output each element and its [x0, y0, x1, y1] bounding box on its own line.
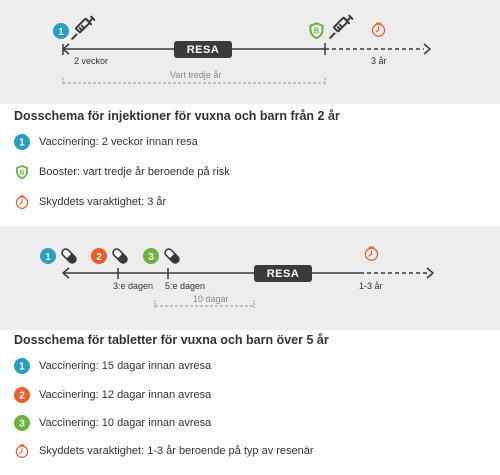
pill-icon	[61, 248, 78, 265]
pill-icon	[112, 248, 129, 265]
legend-text: Vaccinering: 2 veckor innan resa	[39, 136, 198, 148]
number-badge-2-icon	[14, 387, 30, 403]
resa-marker: RESA	[174, 41, 232, 58]
legend-text: Vaccinering: 15 dagar innan avresa	[39, 360, 212, 372]
pill-icon	[164, 248, 181, 265]
legend-text: Skyddets varaktighet: 1-3 år beroende på typ av resenär	[39, 445, 314, 457]
legend-text: Vaccinering: 12 dagar innan avresa	[39, 389, 212, 401]
clock-icon	[365, 247, 377, 260]
number-badge-1-icon	[14, 358, 30, 374]
label-day3: 3:e dagen	[113, 281, 154, 291]
legend-item	[14, 442, 314, 460]
tablet-schedule-heading: Dosschema för tabletter för vuxna och barn över 5 år	[14, 333, 329, 347]
svg-text:3: 3	[19, 418, 25, 430]
label-1-3-years: 1-3 år	[359, 281, 383, 291]
legend-item	[14, 386, 211, 404]
legend-text: Booster: vart tredje år beroende på risk	[39, 166, 230, 178]
label-2-weeks: 2 veckor	[74, 56, 109, 66]
clock-icon	[14, 443, 30, 459]
svg-text:1: 1	[19, 361, 25, 373]
svg-text:1: 1	[19, 137, 25, 149]
timeline-arrow-right-icon	[427, 268, 433, 278]
label-3-years: 3 år	[371, 56, 387, 66]
label-day5: 5:e dagen	[165, 281, 206, 291]
svg-text:2: 2	[19, 390, 25, 402]
svg-text:1: 1	[45, 252, 51, 263]
injection-schedule-heading: Dosschema för injektioner för vuxna och barn från 2 år	[14, 109, 340, 123]
legend-item	[14, 357, 211, 375]
svg-text:2: 2	[96, 252, 102, 263]
svg-text:3: 3	[148, 252, 154, 263]
legend-text: Vaccinering: 10 dagar innan avresa	[39, 417, 212, 429]
legend-item	[14, 414, 211, 432]
label-interval: Vart tredje år	[170, 70, 222, 80]
number-badge-3-icon	[14, 415, 30, 431]
resa-marker: RESA	[254, 265, 312, 282]
svg-text:1: 1	[58, 27, 64, 38]
legend-text: Skyddets varaktighet: 3 år	[39, 196, 167, 208]
label-interval: 10 dagar	[193, 294, 229, 304]
